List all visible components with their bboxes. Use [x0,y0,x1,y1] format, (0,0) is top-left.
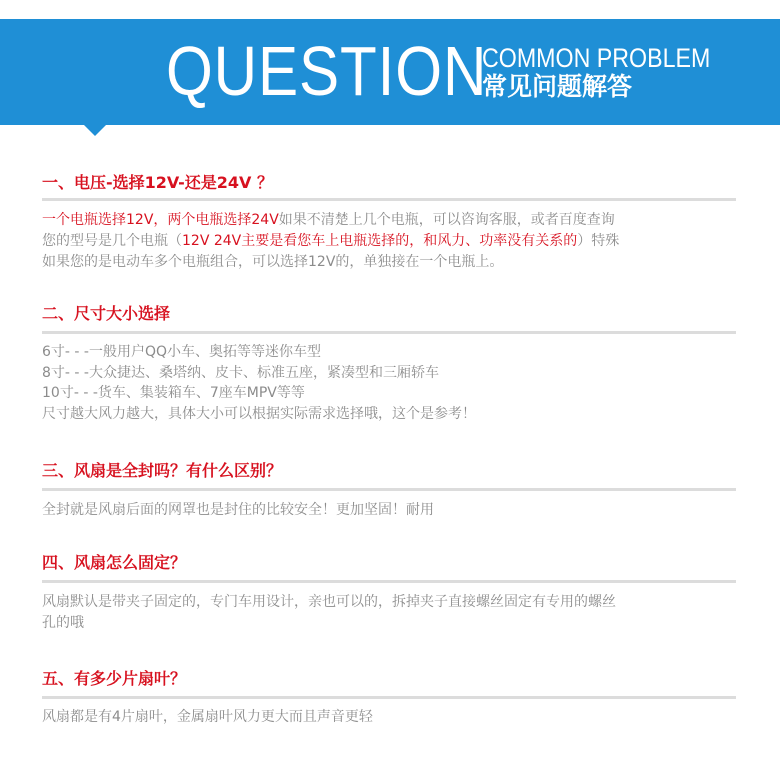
answer-text: ）特殊 [577,233,620,249]
qa-heading-voltage: 一、电压-选择12V-还是24V ？ [42,173,273,192]
answer-text: 如果不清楚上几个电瓶，可以咨询客服，或者百度查询 [278,212,615,228]
banner-pointer [84,125,106,136]
qa-heading-mounting: 四、风扇怎么固定？ [42,553,187,572]
qa-answer-mounting [42,592,752,634]
answer-line: 孔的哦 [42,615,84,631]
answer-text: 您的型号是几个电瓶（ [42,233,182,249]
answer-line: 风扇都是有4片扇叶，金属扇叶风力更大而且声音更轻 [42,709,373,725]
qa-divider [42,580,736,583]
qa-heading-blades: 五、有多少片扇叶？ [42,669,187,688]
banner-title: QUESTION [166,32,488,110]
qa-divider [42,198,736,201]
banner-subtitle-en: COMMON PROBLEM [482,43,711,73]
qa-divider [42,488,736,491]
answer-line [42,231,752,252]
answer-highlight: 一个电瓶选择12V，两个电瓶选择24V [42,212,279,228]
answer-line: 风扇默认是带夹子固定的，专门车用设计，亲也可以的，拆掉夹子直接螺丝固定有专用的螺丝 [42,594,616,610]
answer-line: 全封就是风扇后面的网罩也是封住的比较安全！更加坚固！耐用 [42,502,434,518]
qa-heading-size: 二、尺寸大小选择 [42,304,171,323]
answer-line [42,210,752,231]
qa-answer-sealed [42,500,752,521]
banner-subtitle-cn: 常见问题解答 [482,72,633,101]
qa-divider [42,696,736,699]
answer-line: 8寸- - -大众捷达、桑塔纳、皮卡、标准五座，紧凑型和三厢轿车 [42,364,439,381]
answer-line: 6寸- - -一般用户QQ小车、奥拓等等迷你车型 [42,344,322,360]
qa-answer-voltage [42,210,752,273]
answer-line: 如果您的是电动车多个电瓶组合，可以选择12V的，单独接在一个电瓶上。 [42,254,504,270]
answer-line: 尺寸越大风力越大，具体大小可以根据实际需求选择哦，这个是参考！ [42,405,476,422]
qa-heading-sealed: 三、风扇是全封吗？有什么区别？ [42,461,283,480]
answer-line: 10寸- - -货车、集装箱车、7座车MPV等等 [42,385,305,401]
answer-highlight: 12V 24V主要是看您车上电瓶选择的，和风力、功率没有关系的 [182,233,578,249]
qa-answer-size [42,342,752,424]
qa-answer-blades [42,707,752,728]
qa-divider [42,331,736,334]
